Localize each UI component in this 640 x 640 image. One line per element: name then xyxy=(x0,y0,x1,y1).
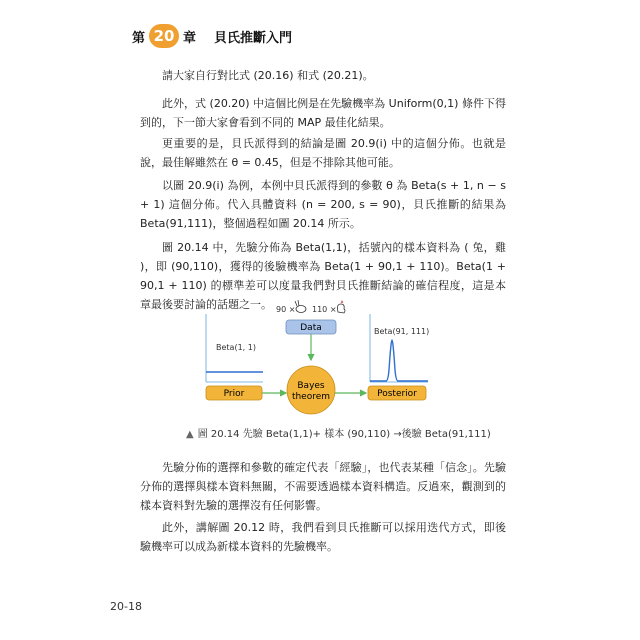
figure-caption xyxy=(186,425,491,440)
chapter-title: 貝氏推斷入門 xyxy=(214,30,293,46)
paragraph-7: 此外，講解圖 20.12 時，我們看到貝氏推斷可以採用迭代方式，即後驗機率可以成為新樣本資料的先驗機率。 xyxy=(140,521,506,553)
caption-marker-icon: ▲ xyxy=(186,429,194,440)
paragraph-2: 此外，式 (20.20) 中這個比例是在先驗機率為 Uniform(0,1) 條件下得到的，下一節大家會看到不同的 MAP 最佳化結果。 xyxy=(140,97,506,129)
paragraph-5: 圖 20.14 中，先驗分佈為 Beta(1,1)，括號內的樣本資料為 ( 兔，雞 )，即 (90,110)，獲得的後驗機率為 Beta(1 + 90,1 + 110)。Beta(1 + 90,1 + 110) 的標準差可以度量我們對貝氏推斷結論的確信程度，這是本章最後要討論的話題之一。 xyxy=(140,241,506,311)
bayes-label-line2: theorem xyxy=(291,392,331,402)
paragraph-4: 以圖 20.9(i) 為例，本例中貝氏派得到的參數 θ 為 Beta(s + 1, n − s + 1) 這個分佈。代入具體資料 (n = 200, s = 90)，貝氏推斷的結果為 Beta(91,111)，整個過程如圖 20.14 所示。 xyxy=(140,179,506,230)
chapter-header xyxy=(132,24,292,48)
bayes-label-line1: Bayes xyxy=(297,381,325,391)
prior-dist-label: Beta(1, 1) xyxy=(216,343,256,352)
caption-text: 圖 20.14 先驗 Beta(1,1)+ 樣本 (90,110) →後驗 Beta(91,111) xyxy=(197,429,491,440)
chapter-number-badge: 20 xyxy=(149,24,179,48)
bayes-diagram-svg xyxy=(190,300,490,420)
chapter-suffix: 章 xyxy=(183,30,197,46)
rabbit-icon xyxy=(295,300,306,313)
chapter-prefix: 第 xyxy=(132,30,146,46)
paragraph-6: 先驗分佈的選擇和參數的確定代表「經驗」，也代表某種「信念」。先驗分佈的選擇與樣本資料無關，不需要透過樣本資料構造。反過來，觀測到的樣本資料對先驗的選擇沒有任何影響。 xyxy=(140,461,506,512)
chicken-count-label: 110 × xyxy=(312,305,337,314)
bayes-figure xyxy=(190,300,490,420)
page-number: 20-18 xyxy=(110,600,142,613)
posterior-dist-label: Beta(91, 111) xyxy=(374,327,430,336)
prior-box-label: Prior xyxy=(223,389,245,399)
paragraph-1: 請大家自行對比式 (20.16) 和式 (20.21)。 xyxy=(162,69,374,82)
paragraph-3: 更重要的是，貝氏派得到的結論是圖 20.9(i) 中的這個分佈。也就是說，最佳解雖然在 θ = 0.45，但是不排除其他可能。 xyxy=(140,137,506,169)
posterior-box-label: Posterior xyxy=(377,389,417,399)
rabbit-count-label: 90 × xyxy=(276,305,296,314)
chicken-icon xyxy=(337,301,345,313)
data-box-label: Data xyxy=(300,323,322,333)
posterior-curve xyxy=(370,340,428,381)
